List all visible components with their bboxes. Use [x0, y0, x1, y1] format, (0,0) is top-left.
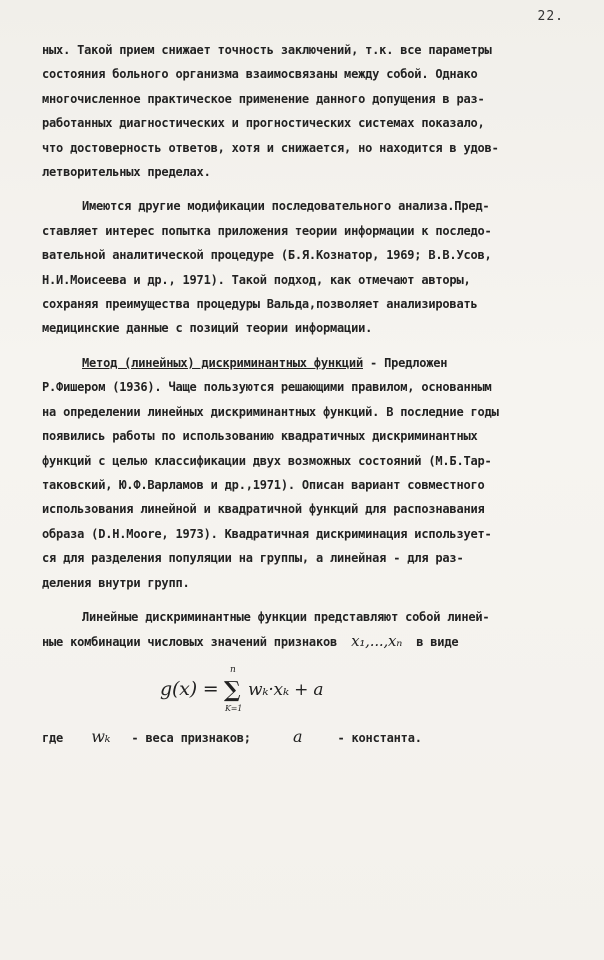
discriminant-formula	[42, 659, 577, 717]
text-line: Н.И.Моисеева и др., 1971). Такой подход, как отмечают авторы,	[42, 272, 471, 287]
text-fragment: в виде	[416, 635, 459, 650]
formula-term: wₖ·xₖ + a	[248, 679, 324, 700]
text-line: что достоверность ответов, хотя и снижается, но находится в удов-	[42, 140, 499, 155]
text-line: появились работы по использованию квадратичных дискриминантных	[42, 429, 478, 444]
text-line: летворительных пределах.	[42, 165, 211, 180]
section-heading: Метод (линейных) дискриминантных функций	[82, 355, 363, 370]
formula-sigma: ∑	[224, 676, 241, 703]
feature-symbols: x₁,...,xₙ	[351, 632, 403, 651]
text-line: состояния больного организма взаимосвязаны между собой. Однако	[42, 67, 478, 82]
text-line: таковский, Ю.Ф.Варламов и др.,1971). Описан вариант совместного	[42, 477, 485, 492]
text-line: ставляет интерес попытка приложения теории информации к последо-	[42, 223, 492, 238]
formula-sum-lower: K=1	[225, 703, 243, 713]
text-line: использования линейной и квадратичной функций для распознавания	[42, 502, 485, 517]
text-line: работанных диагностических и прогностических системах показало,	[42, 116, 485, 131]
text-line: медицинские данные с позиций теории информации.	[42, 321, 373, 336]
page-number: 22.	[537, 9, 564, 24]
text-line: деления внутри групп.	[42, 575, 190, 590]
formula-lhs: g(x) =	[160, 677, 219, 700]
text-fragment: ные комбинации числовых значений признаков	[42, 635, 338, 650]
text-line: многочисленное практическое применение данного допущения в раз-	[42, 91, 485, 106]
heading-rest: - Предложен	[363, 355, 448, 370]
paragraph-3	[42, 351, 577, 595]
text-line: функций с целью классификации двух возможных состояний (М.Б.Тар-	[42, 453, 492, 468]
text-line: на определении линейных дискриминантных функций. В последние годы	[42, 404, 499, 419]
section-heading-line	[42, 351, 577, 375]
constant-description: - константа.	[337, 730, 422, 745]
text-line: вательной аналитической процедуре (Б.Я.Кознатор, 1969; В.В.Усов,	[42, 248, 492, 263]
where-line	[42, 725, 577, 750]
text-line	[42, 629, 577, 654]
text-line: образа (D.H.Moore, 1973). Квадратичная дискриминация использует-	[42, 526, 492, 541]
constant-symbol: a	[292, 726, 303, 746]
where-word: где	[42, 730, 64, 745]
paragraph-1	[42, 38, 577, 184]
paragraph-4	[42, 605, 577, 655]
text-line: Линейные дискриминантные функции представляют собой линей-	[82, 609, 490, 624]
formula-graphic	[160, 659, 400, 717]
formula-sum-upper: n	[230, 664, 236, 675]
text-line: Р.Фишером (1936). Чаще пользуются решающими правилом, основанным	[42, 380, 492, 395]
weight-symbol: wₖ	[91, 726, 111, 746]
weight-description: - веса признаков;	[131, 730, 251, 745]
text-line: Имеются другие модификации последовательного анализа.Пред-	[82, 199, 490, 214]
text-line: сохраняя преимущества процедуры Вальда,позволяет анализировать	[42, 297, 478, 312]
paragraph-2	[42, 194, 577, 340]
text-line: ных. Такой прием снижает точность заключений, т.к. все параметры	[42, 43, 492, 57]
body-text	[42, 38, 577, 750]
text-line: ся для разделения популяции на группы, а линейная - для раз-	[42, 551, 464, 566]
